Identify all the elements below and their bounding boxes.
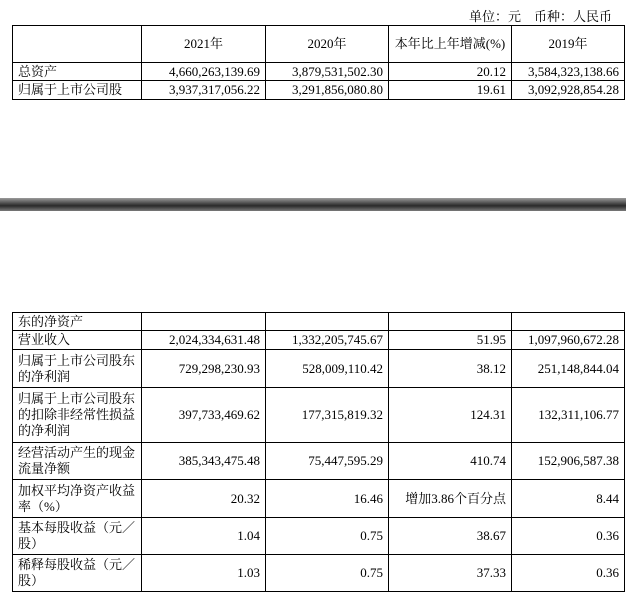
header-cell: 本年比上年增减(%) [389, 26, 512, 63]
table-cell: 177,315,819.32 [266, 388, 389, 443]
row-label: 营业收入 [13, 331, 142, 350]
row-label: 加权平均净资产收益率（%） [13, 480, 142, 518]
table-cell: 0.75 [266, 555, 389, 592]
table-row [13, 443, 625, 480]
row-label: 东的净资产 [13, 313, 142, 331]
table-cell: 528,009,110.42 [266, 350, 389, 388]
top-financial-table [12, 25, 625, 100]
table-row [13, 388, 625, 443]
table-cell: 38.67 [389, 518, 512, 555]
table-cell: 3,092,928,854.28 [512, 81, 625, 100]
table-cell: 8.44 [512, 480, 625, 518]
header-row [13, 26, 625, 63]
table-cell: 0.36 [512, 518, 625, 555]
table-row [13, 518, 625, 555]
table-cell: 1,332,205,745.67 [266, 331, 389, 350]
table-cell: 385,343,475.48 [142, 443, 266, 480]
table-row [13, 480, 625, 518]
header-cell: 2021年 [142, 26, 266, 63]
table-cell: 3,937,317,056.22 [142, 81, 266, 100]
table-cell: 16.46 [266, 480, 389, 518]
table-cell: 1,097,960,672.28 [512, 331, 625, 350]
table-cell: 4,660,263,139.69 [142, 63, 266, 81]
header-cell: 2019年 [512, 26, 625, 63]
table-row [13, 63, 625, 81]
table-cell: 152,906,587.38 [512, 443, 625, 480]
table-row [13, 81, 625, 100]
table-cell: 132,311,106.77 [512, 388, 625, 443]
table-row [13, 555, 625, 592]
table-cell: 0.75 [266, 518, 389, 555]
table-cell [512, 313, 625, 331]
table-cell: 729,298,230.93 [142, 350, 266, 388]
table-cell: 1.03 [142, 555, 266, 592]
table-cell: 20.32 [142, 480, 266, 518]
row-label: 归属于上市公司股东的净利润 [13, 350, 142, 388]
table-cell: 51.95 [389, 331, 512, 350]
table-cell: 20.12 [389, 63, 512, 81]
currency-unit-note: 单位：元 币种：人民币 [468, 9, 612, 24]
table-row [13, 350, 625, 388]
table-cell: 251,148,844.04 [512, 350, 625, 388]
table-cell: 2,024,334,631.48 [142, 331, 266, 350]
page-divider [0, 198, 626, 211]
table-cell: 3,291,856,080.80 [266, 81, 389, 100]
table-cell: 3,879,531,502.30 [266, 63, 389, 81]
header-cell [13, 26, 142, 63]
table-cell [266, 313, 389, 331]
table-cell: 410.74 [389, 443, 512, 480]
table-cell: 19.61 [389, 81, 512, 100]
row-label: 经营活动产生的现金流量净额 [13, 443, 142, 480]
row-label: 基本每股收益（元／股） [13, 518, 142, 555]
table-cell: 3,584,323,138.66 [512, 63, 625, 81]
table-cell: 75,447,595.29 [266, 443, 389, 480]
table-row [13, 331, 625, 350]
row-label: 总资产 [13, 63, 142, 81]
table-cell [142, 313, 266, 331]
row-label: 归属于上市公司股东的扣除非经常性损益的净利润 [13, 388, 142, 443]
bottom-financial-table [12, 312, 625, 592]
table-cell: 38.12 [389, 350, 512, 388]
table-cell: 0.36 [512, 555, 625, 592]
header-cell: 2020年 [266, 26, 389, 63]
table-cell: 37.33 [389, 555, 512, 592]
table-cell [389, 313, 512, 331]
table-cell: 增加3.86个百分点 [389, 480, 512, 518]
row-label: 归属于上市公司股 [13, 81, 142, 100]
table-row [13, 313, 625, 331]
row-label: 稀释每股收益（元／股） [13, 555, 142, 592]
table-cell: 397,733,469.62 [142, 388, 266, 443]
table-cell: 1.04 [142, 518, 266, 555]
table-cell: 124.31 [389, 388, 512, 443]
